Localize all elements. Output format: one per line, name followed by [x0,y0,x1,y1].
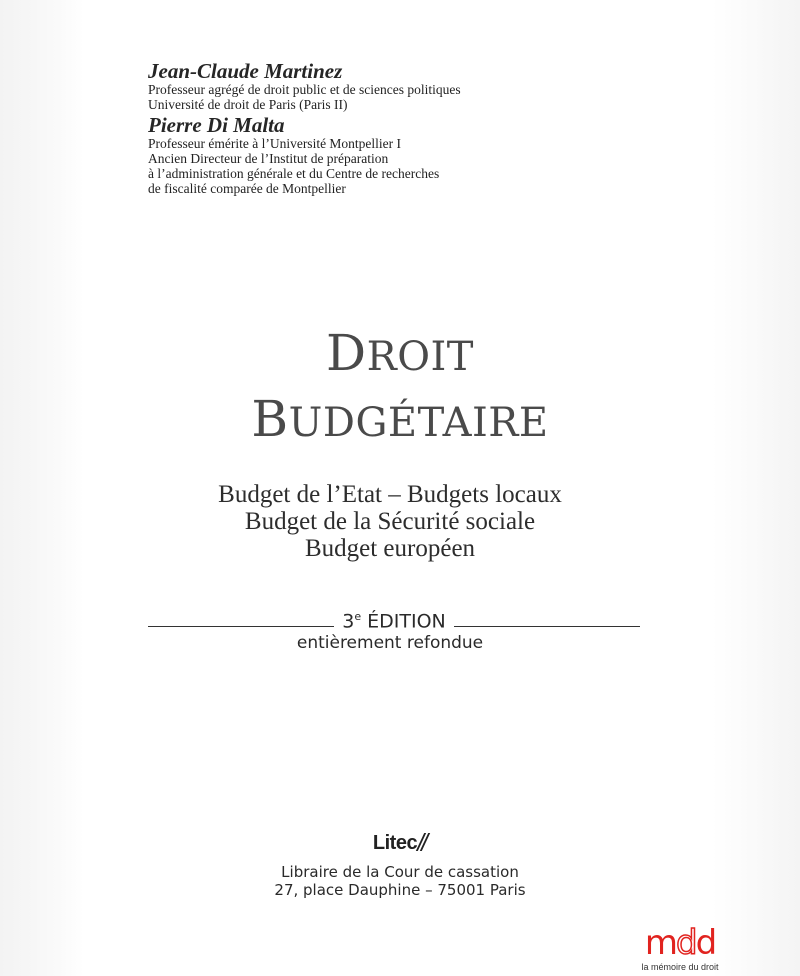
edition-note: entièrement refondue [296,633,484,653]
edition-number: 3 [342,610,355,632]
author-martinez [148,60,708,112]
author-affiliation: à l’administration générale et du Centre de recherches [148,166,440,181]
author-name: Jean-Claude Martinez [148,59,343,83]
author-affiliation: Professeur agrégé de droit public et de sciences politiques [148,82,461,97]
mdd-letter: m [644,923,676,963]
edition-word: ÉDITION [367,610,446,632]
title-initial: D [326,324,367,382]
publisher-section [0,832,800,899]
publisher-description: Libraire de la Cour de cassation [281,863,519,881]
edition-banner [148,604,640,632]
edition-superscript: e [354,609,362,623]
author-affiliation: Université de droit de Paris (Paris II) [148,97,348,112]
title-initial: B [251,390,289,448]
title-rest: UDGÉTAIRE [288,400,549,446]
author-name: Pierre Di Malta [148,113,285,137]
author-affiliation: Ancien Directeur de l’Institut de préparation [148,151,389,166]
book-subtitle [0,481,780,562]
book-title [0,322,800,454]
author-affiliation: de fiscalité comparée de Montpellier [148,181,346,196]
title-line-2 [0,388,800,454]
mdd-logo-mark [640,923,720,963]
logo-slash-icon [417,833,427,851]
mdd-letter: d [675,923,696,963]
mdd-letter: d [695,923,716,963]
publisher-logo-text: Litec [372,832,418,854]
mdd-watermark-logo [640,923,720,974]
edition-rule-left [148,626,334,627]
publisher-address: 27, place Dauphine – 75001 Paris [274,881,526,899]
title-rest: ROIT [366,334,474,380]
author-affiliation: Professeur émérite à l’Université Montpellier I [148,136,402,151]
mdd-caption: la mémoire du droit [641,962,719,972]
authors-section [148,60,708,196]
edition-rule-right [454,626,640,627]
subtitle-line: Budget de la Sécurité sociale [244,508,536,535]
subtitle-line: Budget de l’Etat – Budgets locaux [218,481,562,508]
publisher-logo [373,832,427,855]
title-line-1 [0,322,800,388]
edition-label [334,606,454,632]
author-di-malta [148,114,708,196]
subtitle-line: Budget européen [304,535,476,562]
